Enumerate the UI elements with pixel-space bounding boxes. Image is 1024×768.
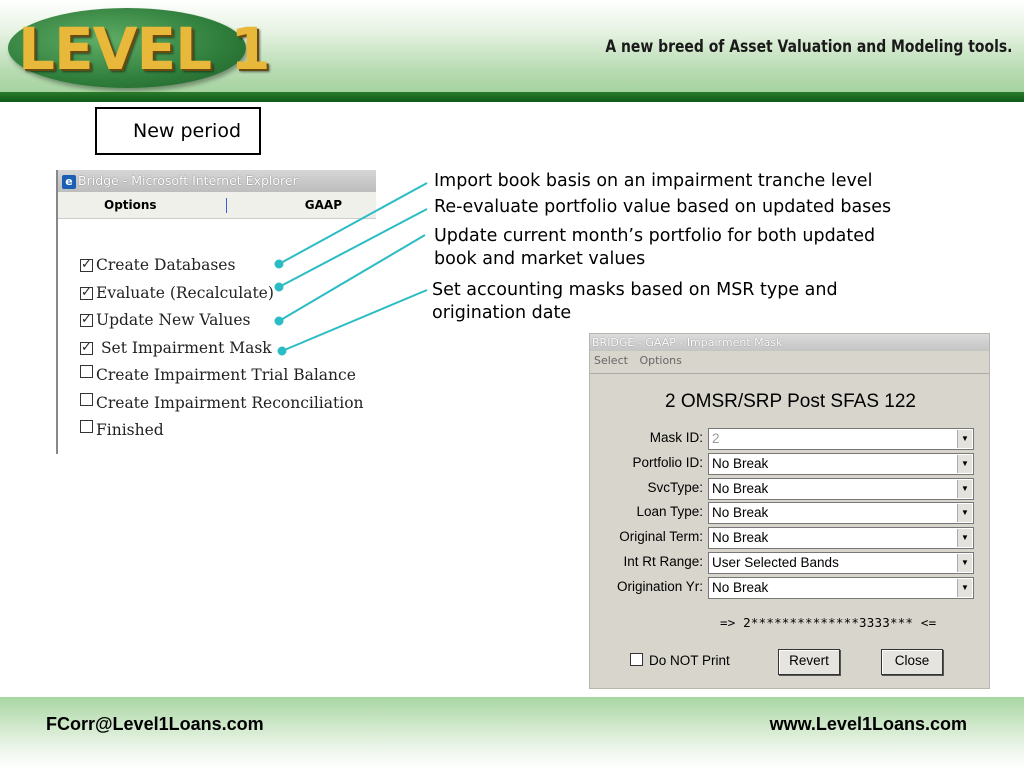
svctype-select[interactable]: No Break ▼ [708, 478, 974, 500]
ie-icon: e [62, 175, 76, 189]
close-button[interactable]: Close [881, 649, 943, 675]
dialog-titlebar: BRIDGE - GAAP - Impairment Mask [590, 334, 989, 351]
revert-button[interactable]: Revert [778, 649, 840, 675]
chevron-down-icon[interactable]: ▼ [957, 455, 972, 473]
menu-options[interactable]: Options [639, 354, 682, 367]
field-svctype: SvcType: No Break ▼ [590, 478, 991, 500]
step-finished[interactable]: Finished [80, 421, 364, 449]
step-set-impairment-mask[interactable]: ✓ Set Impairment Mask [81, 338, 272, 357]
chevron-down-icon[interactable]: ▼ [957, 529, 972, 547]
chevron-down-icon[interactable]: ▼ [957, 430, 972, 448]
menu-select[interactable]: Select [594, 354, 628, 367]
ie-title-text: Bridge - Microsoft Internet Explorer [78, 173, 298, 188]
chevron-down-icon[interactable]: ▼ [957, 504, 972, 522]
callout-reevaluate: Re-evaluate portfolio value based on updated bases [434, 197, 892, 217]
connector-line-4 [282, 290, 427, 351]
original-term-select[interactable]: No Break ▼ [708, 527, 974, 549]
field-portfolio-id: Portfolio ID: No Break ▼ [590, 453, 991, 475]
int-rt-range-select[interactable]: User Selected Bands ▼ [708, 552, 974, 574]
chevron-down-icon[interactable]: ▼ [957, 554, 972, 572]
footer [0, 697, 1024, 768]
checkbox-checked[interactable]: ✓ [81, 257, 92, 272]
menu-gaap[interactable]: GAAP [304, 198, 342, 212]
origination-yr-select[interactable]: No Break ▼ [708, 577, 974, 599]
callout-import: Import book basis on an impairment tranche level [434, 171, 873, 191]
step-impairment-reconciliation[interactable]: Create Impairment Reconciliation [80, 394, 364, 422]
loan-type-select[interactable]: No Break ▼ [708, 502, 974, 524]
connector-line-1 [279, 183, 427, 264]
checkbox-checked[interactable]: ✓ [81, 312, 92, 327]
step-create-databases[interactable]: ✓ Create Databases [81, 256, 236, 274]
checkbox-checked[interactable]: ✓ [81, 284, 92, 300]
step-evaluate[interactable]: ✓ Evaluate (Recalculate) [81, 283, 274, 302]
callout-masks: Set accounting masks based on MSR type and origination date [432, 280, 838, 323]
new-period-label: New period [95, 107, 261, 155]
callout-update: Update current month’s portfolio for both updated book and market values [434, 226, 876, 269]
do-not-print-checkbox[interactable]: Do NOT Print [630, 653, 730, 668]
dialog-menubar [590, 351, 989, 374]
chevron-down-icon[interactable]: ▼ [957, 579, 972, 597]
step-impairment-trial-balance[interactable]: Create Impairment Trial Balance [80, 366, 364, 394]
connector-dot-4 [279, 348, 286, 355]
impairment-mask-dialog [589, 333, 990, 689]
field-origination-yr: Origination Yr: No Break ▼ [590, 577, 991, 599]
connector-dot-1 [276, 261, 283, 268]
field-loan-type: Loan Type: No Break ▼ [590, 502, 991, 524]
footer-email[interactable]: FCorr@Level1Loans.com [46, 714, 264, 734]
mask-id-select[interactable]: 2 ▼ [708, 428, 974, 450]
tagline: A new breed of Asset Valuation and Modeling tools. [604, 37, 1012, 57]
field-original-term: Original Term: No Break ▼ [590, 527, 991, 549]
field-int-rt-range: Int Rt Range: User Selected Bands ▼ [590, 552, 991, 574]
portfolio-id-select[interactable]: No Break ▼ [708, 453, 974, 475]
mask-string: => 2**************3333*** <= [720, 615, 937, 630]
checkbox-unchecked[interactable] [630, 653, 643, 666]
footer-website[interactable]: www.Level1Loans.com [769, 714, 967, 734]
field-mask-id: Mask ID: 2 ▼ [590, 428, 991, 450]
dialog-heading: 2 OMSR/SRP Post SFAS 122 [665, 391, 916, 412]
connector-dot-3 [276, 318, 283, 325]
connector-dot-2 [276, 284, 283, 291]
chevron-down-icon[interactable]: ▼ [957, 480, 972, 498]
step-update-new-values[interactable]: ✓ Update New Values [81, 311, 251, 329]
logo: LEVEL 1 [18, 15, 270, 83]
checkbox-checked[interactable]: ✓ [81, 339, 92, 355]
menu-options[interactable]: Options [104, 198, 157, 212]
